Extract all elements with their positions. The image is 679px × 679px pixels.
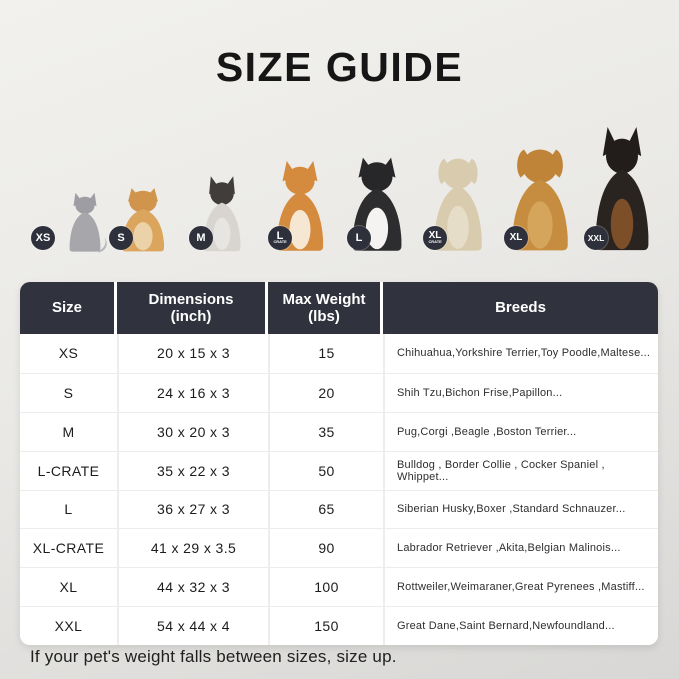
cell-breeds: Pug,Corgi ,Beagle ,Boston Terrier... (383, 412, 658, 451)
footer-note: If your pet's weight falls between sizes, size up. (30, 647, 397, 666)
size-badge-label: XL (428, 229, 442, 241)
cell-size: XXL (20, 606, 117, 645)
cell-max-weight: 150 (268, 606, 383, 645)
size-badge-label: XS (35, 232, 51, 244)
cell-size: XL (20, 567, 117, 606)
size-badge-s (109, 226, 133, 250)
size-table-body (20, 334, 658, 645)
cell-size: XL-CRATE (20, 528, 117, 567)
cell-size: XS (58, 345, 79, 362)
cell-size: S (20, 373, 117, 412)
size-badge-sublabel: CRATE (273, 239, 287, 244)
table-row-xl (20, 567, 658, 606)
cell-dimensions: 30 x 20 x 3 (117, 412, 268, 451)
cell-breeds: Chihuahua,Yorkshire Terrier,Toy Poodle,Maltese... (383, 334, 658, 373)
size-badge-l (347, 226, 371, 250)
header-cell-size (20, 282, 114, 334)
cell-max-weight: 35 (268, 412, 383, 451)
size-badge-xs (31, 226, 55, 250)
size-table-header (20, 282, 658, 334)
cell-max-weight: 65 (268, 490, 383, 529)
cell-breeds: Siberian Husky,Boxer ,Standard Schnauzer... (383, 490, 658, 529)
size-badge-sublabel: CRATE (428, 239, 442, 244)
size-badge-l-crate (268, 226, 292, 250)
size-badge-label: M (196, 232, 206, 244)
size-badge-label: XXL (587, 233, 605, 243)
cell-size: M (20, 412, 117, 451)
table-row-l-crate (20, 451, 658, 490)
size-badge-xl-crate (423, 226, 447, 250)
cell-size: L-CRATE (20, 451, 117, 490)
cell-max-weight: 100 (268, 567, 383, 606)
table-row-s (20, 373, 658, 412)
table-row-xs (20, 334, 658, 373)
cell-dimensions: 36 x 27 x 3 (117, 490, 268, 529)
cell-max-weight: 50 (268, 451, 383, 490)
cell-breeds: Shih Tzu,Bichon Frise,Papillon... (383, 373, 658, 412)
size-badge-xl (504, 226, 528, 250)
header-label: Breeds (495, 299, 546, 317)
animal-cat (61, 191, 109, 253)
cell-breeds: Labrador Retriever ,Akita,Belgian Malinois... (383, 528, 658, 567)
header-label: Size (51, 299, 82, 317)
header-cell-max-weight (268, 282, 380, 334)
header-cell-dimensions (117, 282, 265, 334)
cell-dimensions: 41 x 29 x 3.5 (117, 528, 268, 567)
cell-breeds: Great Dane,Saint Bernard,Newfoundland... (383, 606, 658, 645)
size-badge-m (189, 226, 213, 250)
table-row-xxl (20, 606, 658, 645)
size-badge-label: L (355, 232, 363, 244)
size-badge-label: L (276, 229, 284, 242)
table-row-xl-crate (20, 528, 658, 567)
header-label: Max Weight (282, 290, 366, 308)
size-badge-label: S (117, 232, 125, 244)
header-label: Dimensions (148, 290, 234, 308)
cell-max-weight: 20 (268, 373, 383, 412)
size-table (20, 282, 658, 645)
cell-dimensions: 24 x 16 x 3 (117, 373, 268, 412)
cell-dimensions: 44 x 32 x 3 (117, 567, 268, 606)
page-title: SIZE GUIDE (215, 44, 464, 90)
cell-dimensions: 20 x 15 x 3 (117, 334, 268, 373)
cell-size: L (20, 490, 117, 529)
cell-dimensions: 54 x 44 x 4 (117, 606, 268, 645)
header-sublabel: (lbs) (308, 308, 340, 325)
header-sublabel: (inch) (170, 308, 212, 325)
cell-max-weight: 90 (268, 528, 383, 567)
cell-max-weight: 15 (268, 334, 383, 373)
header-cell-breeds (383, 282, 658, 334)
table-row-l (20, 490, 658, 529)
cell-dimensions: 35 x 22 x 3 (117, 451, 268, 490)
cell-breeds: Rottweiler,Weimaraner,Great Pyrenees ,Mastiff... (383, 567, 658, 606)
size-badge-label: XL (509, 232, 523, 243)
table-row-m (20, 412, 658, 451)
cell-breeds: Bulldog , Border Collie , Cocker Spaniel , Whippet... (383, 451, 658, 490)
size-badge-xxl (584, 226, 608, 250)
cat-icon (61, 191, 109, 253)
